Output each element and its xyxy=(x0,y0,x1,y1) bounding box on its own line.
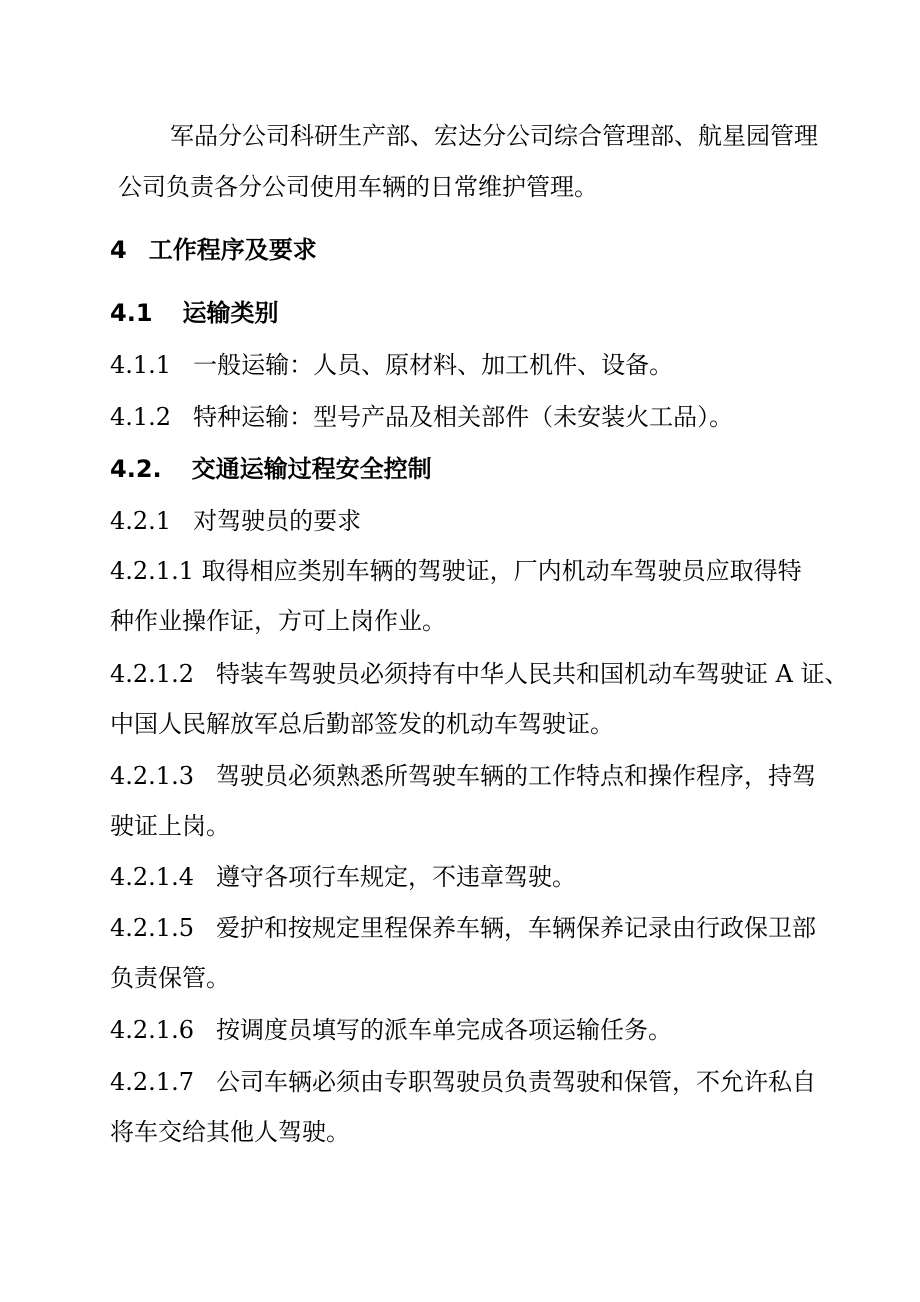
item-4-2-1-1-line-2: 种作业操作证，方可上岗作业。 xyxy=(110,607,446,635)
item-4-2-1-7-line-1 xyxy=(110,1067,816,1097)
section-4-2-heading xyxy=(110,454,432,484)
item-4-1-1 xyxy=(110,350,673,380)
item-4-2-1-5-line-1 xyxy=(110,913,816,943)
item-number: 4.1.2 xyxy=(110,403,172,431)
item-text: 对驾驶员的要求 xyxy=(193,507,362,535)
intro-line-2: 公司负责各分公司使用车辆的日常维护管理。 xyxy=(118,173,598,201)
item-text: 爱护和按规定里程保养车辆，车辆保养记录由行政保卫部 xyxy=(215,914,816,942)
item-number: 4.2.1.4 xyxy=(110,863,194,891)
item-text: 特种运输：型号产品及相关部件（未安装火工品）。 xyxy=(193,403,734,431)
item-number: 4.1.1 xyxy=(110,351,172,379)
item-4-2-1-7-line-2: 将车交给其他人驾驶。 xyxy=(110,1118,350,1146)
item-number: 4.2.1.2 xyxy=(110,660,194,688)
item-text: 驾驶员必须熟悉所驾驶车辆的工作特点和操作程序，持驾 xyxy=(215,762,816,790)
section-number: 4.2. xyxy=(110,455,162,483)
item-number: 4.2.1.6 xyxy=(110,1016,194,1044)
item-4-2-1-3-line-2: 驶证上岗。 xyxy=(110,812,230,840)
section-4-1-heading xyxy=(110,298,279,328)
item-text: 遵守各项行车规定，不违章驾驶。 xyxy=(215,863,576,891)
item-4-2-1-2-line-2: 中国人民解放军总后勤部签发的机动车驾驶证。 xyxy=(110,710,614,738)
item-4-1-2 xyxy=(110,402,733,432)
item-number: 4.2.1 xyxy=(110,507,172,535)
section-title: 工作程序及要求 xyxy=(148,236,317,264)
section-title: 交通运输过程安全控制 xyxy=(191,455,432,483)
item-number: 4.2.1.7 xyxy=(110,1068,194,1096)
item-4-2-1-1-line-1: 4.2.1.1 取得相应类别车辆的驾驶证，厂内机动车驾驶员应取得特 xyxy=(110,557,802,585)
item-text: 按调度员填写的派车单完成各项运输任务。 xyxy=(215,1016,672,1044)
item-4-2-1-4 xyxy=(110,862,576,892)
item-4-2-1-6 xyxy=(110,1015,672,1045)
item-number: 4.2.1.5 xyxy=(110,914,194,942)
section-number: 4 xyxy=(110,236,127,264)
item-text: 公司车辆必须由专职驾驶员负责驾驶和保管，不允许私自 xyxy=(215,1068,816,1096)
item-4-2-1-3-line-1 xyxy=(110,761,816,791)
section-number: 4.1 xyxy=(110,299,153,327)
item-4-2-1-2-line-1 xyxy=(110,659,849,689)
item-number: 4.2.1.3 xyxy=(110,762,194,790)
item-text: 一般运输：人员、原材料、加工机件、设备。 xyxy=(193,351,674,379)
item-text: 特装车驾驶员必须持有中华人民共和国机动车驾驶证 A 证、 xyxy=(215,660,849,688)
item-4-2-1-5-line-2: 负责保管。 xyxy=(110,964,230,992)
item-4-2-1 xyxy=(110,506,361,536)
intro-line-1: 军品分公司科研生产部、宏达分公司综合管理部、航星园管理 xyxy=(170,122,818,150)
section-title: 运输类别 xyxy=(182,299,279,327)
section-4-heading xyxy=(110,235,317,265)
